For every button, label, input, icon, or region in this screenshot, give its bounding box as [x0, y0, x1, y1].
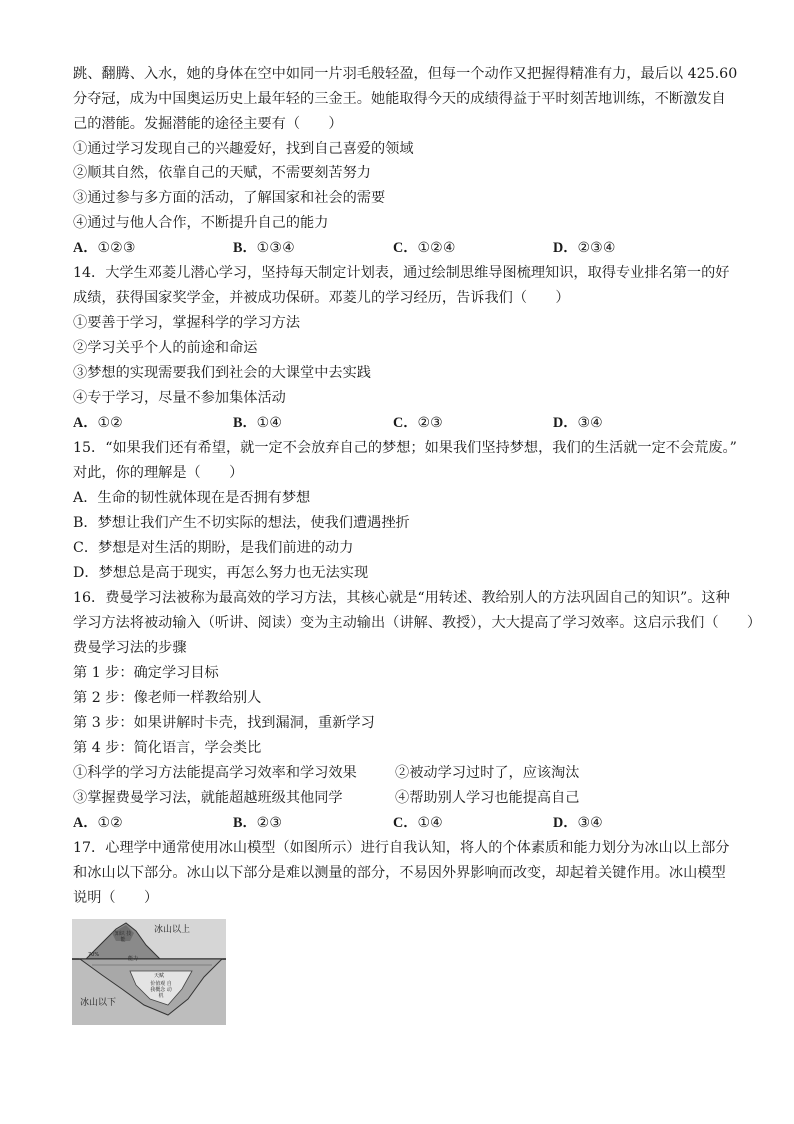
q14-stem-line-2: 成绩，获得国家奖学金，并被成功保研。邓菱儿的学习经历，告诉我们（ ）	[73, 290, 570, 306]
q16-table-title: 费曼学习法的步骤	[73, 640, 187, 656]
iceberg-label-below: 冰山以下	[80, 998, 117, 1008]
q14-item-3: ③梦想的实现需要我们到社会的大课堂中去实践	[73, 365, 371, 381]
iceberg-illustration	[72, 919, 226, 1025]
iceberg-figure	[72, 919, 226, 1025]
iceberg-label-mid: 能力	[128, 956, 139, 962]
iceberg-label-pct: 70%	[88, 952, 100, 958]
q16-item-4: ④帮助别人学习也能提高自己	[395, 790, 580, 806]
q13-item-1: ①通过学习发现自己的兴趣爱好，找到自己喜爱的领域	[73, 141, 414, 157]
q16-step-1: 第 1 步：确定学习目标	[73, 665, 219, 681]
q16-step-3: 第 3 步：如果讲解时卡壳，找到漏洞，重新学习	[73, 715, 375, 731]
q14-item-2: ②学习关乎个人的前途和命运	[73, 340, 258, 356]
q16-item-2: ②被动学习过时了，应该淘汰	[395, 765, 580, 781]
q13-stem-line-3: 己的潜能。发掘潜能的途径主要有（ ）	[73, 116, 343, 132]
q14-option-b[interactable]: B．①④	[233, 415, 283, 431]
q16-step-4: 第 4 步：简化语言，学会类比	[73, 740, 262, 756]
q13-option-b[interactable]: B．①③④	[233, 240, 295, 256]
q17-stem-line-3: 说明（ ）	[73, 890, 159, 906]
iceberg-label-deep: 天赋	[154, 973, 165, 979]
q15-choice-b[interactable]: B．梦想让我们产生不切实际的想法，使我们遭遇挫折	[73, 515, 410, 531]
q14-stem-line-1: 14．大学生邓菱儿潜心学习，坚持每天制定计划表，通过绘制思维导图梳理知识，取得专业排名第一的好	[73, 265, 730, 281]
q13-item-2: ②顺其自然，依靠自己的天赋，不需要刻苦努力	[73, 165, 371, 181]
q16-step-2: 第 2 步：像老师一样教给别人	[73, 690, 262, 706]
q15-choice-d[interactable]: D．梦想总是高于现实，再怎么努力也无法实现	[73, 565, 369, 581]
q14-item-1: ①要善于学习，掌握科学的学习方法	[73, 315, 301, 331]
q14-item-4: ④专于学习，尽量不参加集体活动	[73, 390, 286, 406]
q16-option-c[interactable]: C．①④	[393, 815, 443, 831]
q16-item-3: ③掌握费曼学习法，就能超越班级其他同学	[73, 790, 343, 806]
q16-stem-line-2: 学习方法将被动输入（听讲、阅读）变为主动输出（讲解、教授），大大提高了学习效率。这启示我们（ ）	[73, 615, 762, 631]
q14-option-d[interactable]: D．③④	[553, 415, 603, 431]
q13-stem-line-1: 跳、翻腾、入水，她的身体在空中如同一片羽毛般轻盈，但每一个动作又把握得精准有力，最后以 425.60	[73, 66, 738, 82]
q15-choice-c[interactable]: C．梦想是对生活的期盼，是我们前进的动力	[73, 540, 354, 556]
q16-option-d[interactable]: D．③④	[553, 815, 603, 831]
iceberg-label-above: 冰山以上	[154, 925, 191, 935]
q14-option-a[interactable]: A．①②	[73, 415, 123, 431]
q13-option-a[interactable]: A．①②③	[73, 240, 136, 256]
q16-option-b[interactable]: B．②③	[233, 815, 283, 831]
q13-option-c[interactable]: C．①②④	[393, 240, 456, 256]
q13-item-4: ④通过与他人合作，不断提升自己的能力	[73, 215, 329, 231]
q13-item-3: ③通过参与多方面的活动，了解国家和社会的需要	[73, 190, 386, 206]
iceberg-label-tip: 知识 技能	[114, 931, 132, 943]
q16-stem-line-1: 16．费曼学习法被称为最高效的学习方法，其核心就是“用转述、教给别人的方法巩固自己的知识”。这种	[73, 590, 730, 606]
q16-item-1: ①科学的学习方法能提高学习效率和学习效果	[73, 765, 357, 781]
q15-choice-a[interactable]: A．生命的韧性就体现在是否拥有梦想	[73, 490, 311, 506]
q14-option-c[interactable]: C．②③	[393, 415, 443, 431]
q15-stem-line-2: 对此，你的理解是（ ）	[73, 465, 244, 481]
q17-stem-line-2: 和冰山以下部分。冰山以下部分是难以测量的部分，不易因外界影响而改变，却起着关键作用。冰山模型	[73, 865, 726, 881]
q13-stem-line-2: 分夺冠，成为中国奥运历史上最年轻的三金王。她能取得今天的成绩得益于平时刻苦地训练，不断激发自	[73, 91, 726, 107]
q13-option-d[interactable]: D．②③④	[553, 240, 616, 256]
iceberg-label-core: 价值观 自我概念 动机	[150, 981, 172, 999]
q17-stem-line-1: 17．心理学中通常使用冰山模型（如图所示）进行自我认知，将人的个体素质和能力划分为冰山以上部分	[73, 840, 730, 856]
q15-stem-line-1: 15．“如果我们还有希望，就一定不会放弃自己的梦想；如果我们坚持梦想，我们的生活就一定不会荒废。”	[73, 440, 737, 456]
q16-option-a[interactable]: A．①②	[73, 815, 123, 831]
